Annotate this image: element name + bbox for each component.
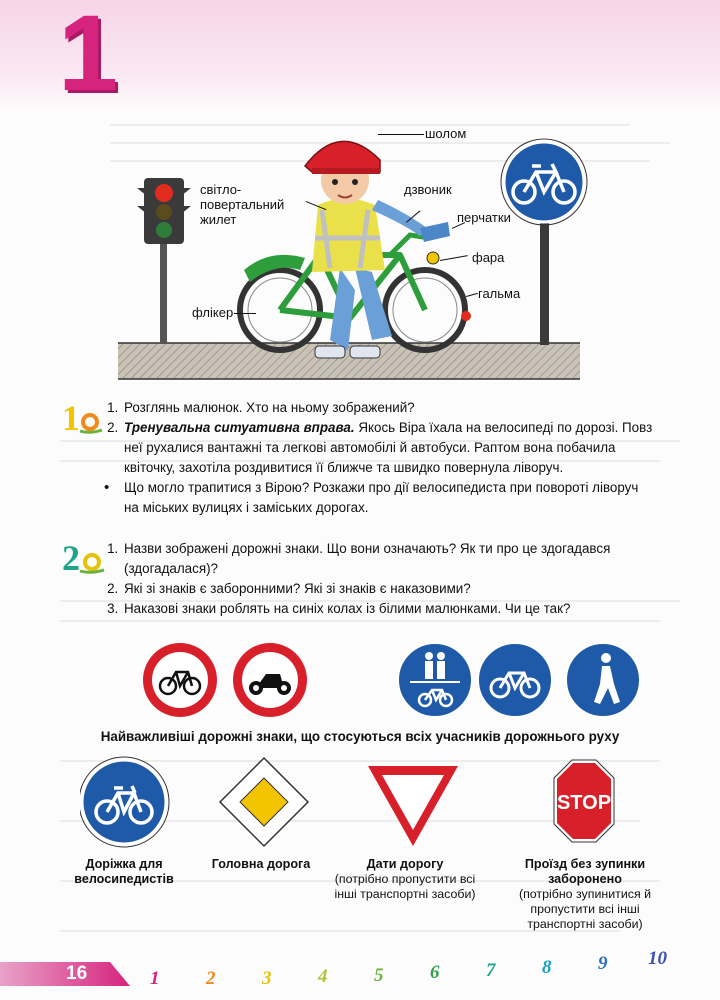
label-gloves: перчатки (457, 210, 511, 225)
label-bell: дзвоник (404, 182, 452, 197)
pedestrian-bicycle-path-sign (398, 643, 472, 717)
caption-stop-title: Проїзд без зупинки заборонено (524, 857, 646, 886)
caption-yield (330, 857, 480, 902)
exercise-2-item-3: 3. Наказові знаки роблять на синіх колах із білими малюнками. Чи це так? (122, 599, 656, 619)
label-headlight: фара (472, 250, 505, 265)
label-reflector: флікер (192, 305, 234, 320)
label-brakes: гальма (478, 286, 521, 301)
caption-yield-title: Дати дорогу (366, 857, 444, 871)
exercise-1 (96, 398, 656, 518)
main-signs-row (80, 756, 640, 851)
exercise-2 (96, 539, 656, 619)
footer-num-2: 2 (206, 968, 216, 989)
exercise-2-item-2: 2. Які зі знаків є заборонними? Які зі знаків є наказовими? (122, 579, 656, 599)
stop-sign (554, 760, 614, 842)
label-helmet: шолом (425, 126, 467, 141)
svg-text:2: 2 (62, 538, 80, 578)
small-signs-row (130, 636, 650, 726)
bike-lane-sign (501, 139, 587, 345)
exercise-1-item-2-title: Тренувальна ситуативна вправа. (124, 420, 355, 435)
no-bicycles-sign (143, 643, 217, 717)
bicycle-path-sign (478, 643, 552, 717)
footer-num-3: 3 (262, 968, 272, 989)
caption-bicycle-lane (54, 857, 194, 887)
caption-bicycle-lane-title: Доріжка для велосипедистів (74, 857, 174, 886)
yield-sign (368, 766, 458, 846)
page-number: 16 (66, 963, 88, 984)
caption-yield-note: (потрібно пропустити всі інші транспортні засоби) (334, 872, 476, 901)
caption-stop-note: (потрібно зупинитися й пропустити всі інші транспортні засоби) (518, 887, 652, 931)
exercise-1-item-1: 1. Розглянь малюнок. Хто на ньому зображений? (122, 398, 656, 418)
caption-main-road-title: Головна дорога (211, 857, 311, 871)
footer-num-10: 10 (648, 948, 667, 969)
footer-num-4: 4 (318, 966, 328, 987)
footer-num-6: 6 (430, 962, 440, 983)
main-road-sign (220, 758, 308, 846)
pedestrian-path-sign (566, 643, 640, 717)
stop-sign-text: STOP (556, 792, 612, 814)
label-vest: світло- повертальний жилет (200, 182, 285, 227)
footer-num-9: 9 (598, 953, 608, 974)
exercise-1-item-2-text: Якось Віра їхала на велосипеді по дорозі. Повз неї рухалися вантажні та легкові автомобілі й автобуси. Раптом вона побачила квіточку, захотіла роздивитися її ближче та швидко повернула ліворуч. (124, 420, 653, 475)
caption-main-road (196, 857, 326, 872)
signs-heading: Найважливіші дорожні знаки, що стосуються всіх учасників дорожнього руху (100, 729, 620, 744)
girl-cyclist (305, 141, 450, 358)
exercise-2-item-1: 1. Назви зображені дорожні знаки. Що вони означають? Як ти про це здогадався (здогадалася)? (122, 539, 656, 579)
footer-num-5: 5 (374, 965, 384, 986)
footer-num-8: 8 (542, 957, 552, 978)
footer-bar (0, 962, 130, 986)
footer-num-7: 7 (486, 960, 496, 981)
bicycle-lane-sign-large (80, 757, 169, 847)
svg-text:1: 1 (62, 398, 80, 438)
no-motorcycles-sign (233, 643, 307, 717)
caption-stop (505, 857, 665, 932)
exercise-1-bullet: • Що могло трапитися з Вірою? Розкажи про дії велосипедиста при повороті ліворуч на міських вулицях і заміських дорогах. (122, 478, 656, 518)
cyclist-illustration (0, 0, 720, 390)
traffic-light (137, 178, 191, 344)
exercise-1-item-2 (122, 418, 656, 478)
footer-num-1: 1 (150, 968, 160, 989)
lesson-number: 1 (58, 0, 115, 113)
